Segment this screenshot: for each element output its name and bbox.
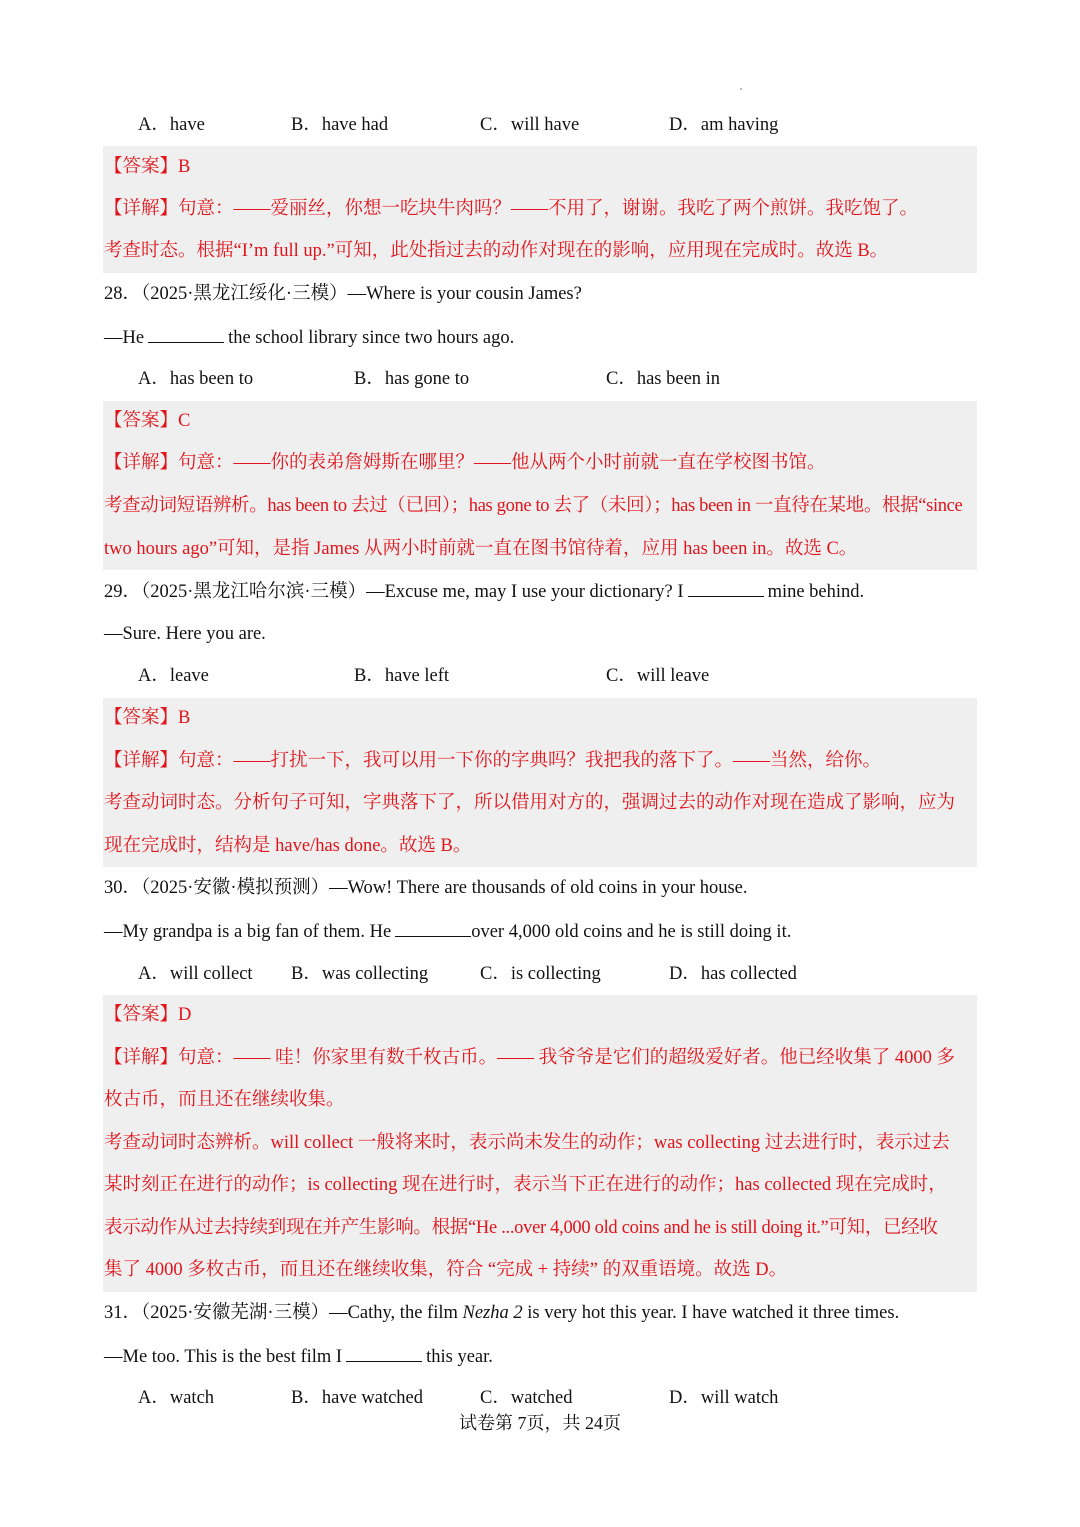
q29-detail-line-1: 【详解】句意：——打扰一下，我可以用一下你的字典吗？我把我的落下了。——当然，给你。 <box>104 751 882 771</box>
q31-option-c: C．watched <box>480 1388 573 1408</box>
q27-option-c: C．will have <box>480 115 580 135</box>
q31-blank <box>346 1343 422 1362</box>
q30-detail-line-3: 考查动词时态辨析。will collect 一般将来时，表示尚未发生的动作；was collecting 过去进行时，表示过去 <box>104 1133 950 1153</box>
q30-blank <box>395 918 471 937</box>
q29-stem-line-1: 29．（2025·黑龙江哈尔滨·三模）—Excuse me, may I use your dictionary? I mine behind. <box>104 578 864 605</box>
q29-answer: 【答案】B <box>104 708 191 728</box>
q27-option-d: D．am having <box>669 115 779 135</box>
scan-speck <box>740 88 742 90</box>
q29-detail-line-2: 考查动词时态。分析句子可知，字典落下了，所以借用对方的，强调过去的动作对现在造成了影响，应为 <box>104 793 956 813</box>
q30-detail-line-5: 表示动作从过去持续到现在并产生影响。根据“He ...over 4,000 old coins and he is still doing it.”可知，已经收 <box>104 1218 938 1238</box>
q30-detail-line-1: 【详解】句意：—— 哇！你家里有数千枚古币。—— 我爷爷是它们的超级爱好者。他已经收集了 4000 多 <box>104 1048 956 1068</box>
q29-option-b: B．have left <box>354 666 450 686</box>
q28-detail-line-3: two hours ago”可知，是指 James 从两小时前就一直在图书馆待着，应用 has been in。故选 C。 <box>104 539 858 559</box>
q30-detail-line-2: 枚古币，而且还在继续收集。 <box>104 1090 345 1110</box>
q27-detail-line-1: 【详解】句意：——爱丽丝，你想一吃块牛肉吗？——不用了，谢谢。我吃了两个煎饼。我吃饱了。 <box>104 199 919 219</box>
q30-stem-line-2: —My grandpa is a big fan of them. He over 4,000 old coins and he is still doing it. <box>104 918 791 945</box>
q31-option-d: D．will watch <box>669 1388 779 1408</box>
q28-stem-line-2: —He the school library since two hours ago. <box>104 324 514 351</box>
q31-option-a: A．watch <box>138 1388 215 1408</box>
q31-option-b: B．have watched <box>291 1388 424 1408</box>
q31-stem-line-2: —Me too. This is the best film I this year. <box>104 1343 493 1370</box>
page-footer: 试卷第 7页，共 24页 <box>459 1413 621 1433</box>
q30-answer: 【答案】D <box>104 1005 192 1025</box>
q29-option-a: A．leave <box>138 666 209 686</box>
q30-detail-line-6: 集了 4000 多枚古币，而且还在继续收集，符合 “完成 + 持续” 的双重语境。故选 D。 <box>104 1260 788 1280</box>
q29-detail-line-3: 现在完成时，结构是 have/has done。故选 B。 <box>104 836 472 856</box>
q30-detail-line-4: 某时刻正在进行的动作；is collecting 现在进行时，表示当下正在进行的动作；has collected 现在完成时， <box>104 1175 947 1195</box>
q28-answer: 【答案】C <box>104 411 191 431</box>
q28-blank <box>148 324 224 343</box>
q30-stem-line-1: 30．（2025·安徽·模拟预测）—Wow! There are thousands of old coins in your house. <box>104 878 748 898</box>
film-title: Nezha 2 <box>462 1303 523 1323</box>
q30-option-a: A．will collect <box>138 964 253 984</box>
q28-detail-line-1: 【详解】句意：——你的表弟詹姆斯在哪里？——他从两个小时前就一直在学校图书馆。 <box>104 453 826 473</box>
q29-option-c: C．will leave <box>606 666 710 686</box>
q29-blank <box>688 578 764 597</box>
q30-option-d: D．has collected <box>669 964 797 984</box>
q28-stem-line-1: 28．（2025·黑龙江绥化·三模）—Where is your cousin James? <box>104 284 582 304</box>
q27-detail-line-2: 考查时态。根据“I’m full up.”可知，此处指过去的动作对现在的影响，应用现在完成时。故选 B。 <box>104 241 889 261</box>
q27-option-a: A．have <box>138 115 205 135</box>
q31-stem-line-1: 31．（2025·安徽芜湖·三模）—Cathy, the film Nezha 2 is very hot this year. I have watched it three times. <box>104 1303 900 1323</box>
q28-detail-line-2: 考查动词短语辨析。has been to 去过（已回）；has gone to 去了（未回）；has been in 一直待在某地。根据“since <box>104 496 963 516</box>
q28-option-b: B．has gone to <box>354 369 470 389</box>
q29-stem-line-2: —Sure. Here you are. <box>104 624 266 644</box>
q27-answer: 【答案】B <box>104 157 191 177</box>
q27-option-b: B．have had <box>291 115 389 135</box>
q28-option-c: C．has been in <box>606 369 721 389</box>
q28-option-a: A．has been to <box>138 369 254 389</box>
q30-option-b: B．was collecting <box>291 964 429 984</box>
q30-option-c: C．is collecting <box>480 964 601 984</box>
